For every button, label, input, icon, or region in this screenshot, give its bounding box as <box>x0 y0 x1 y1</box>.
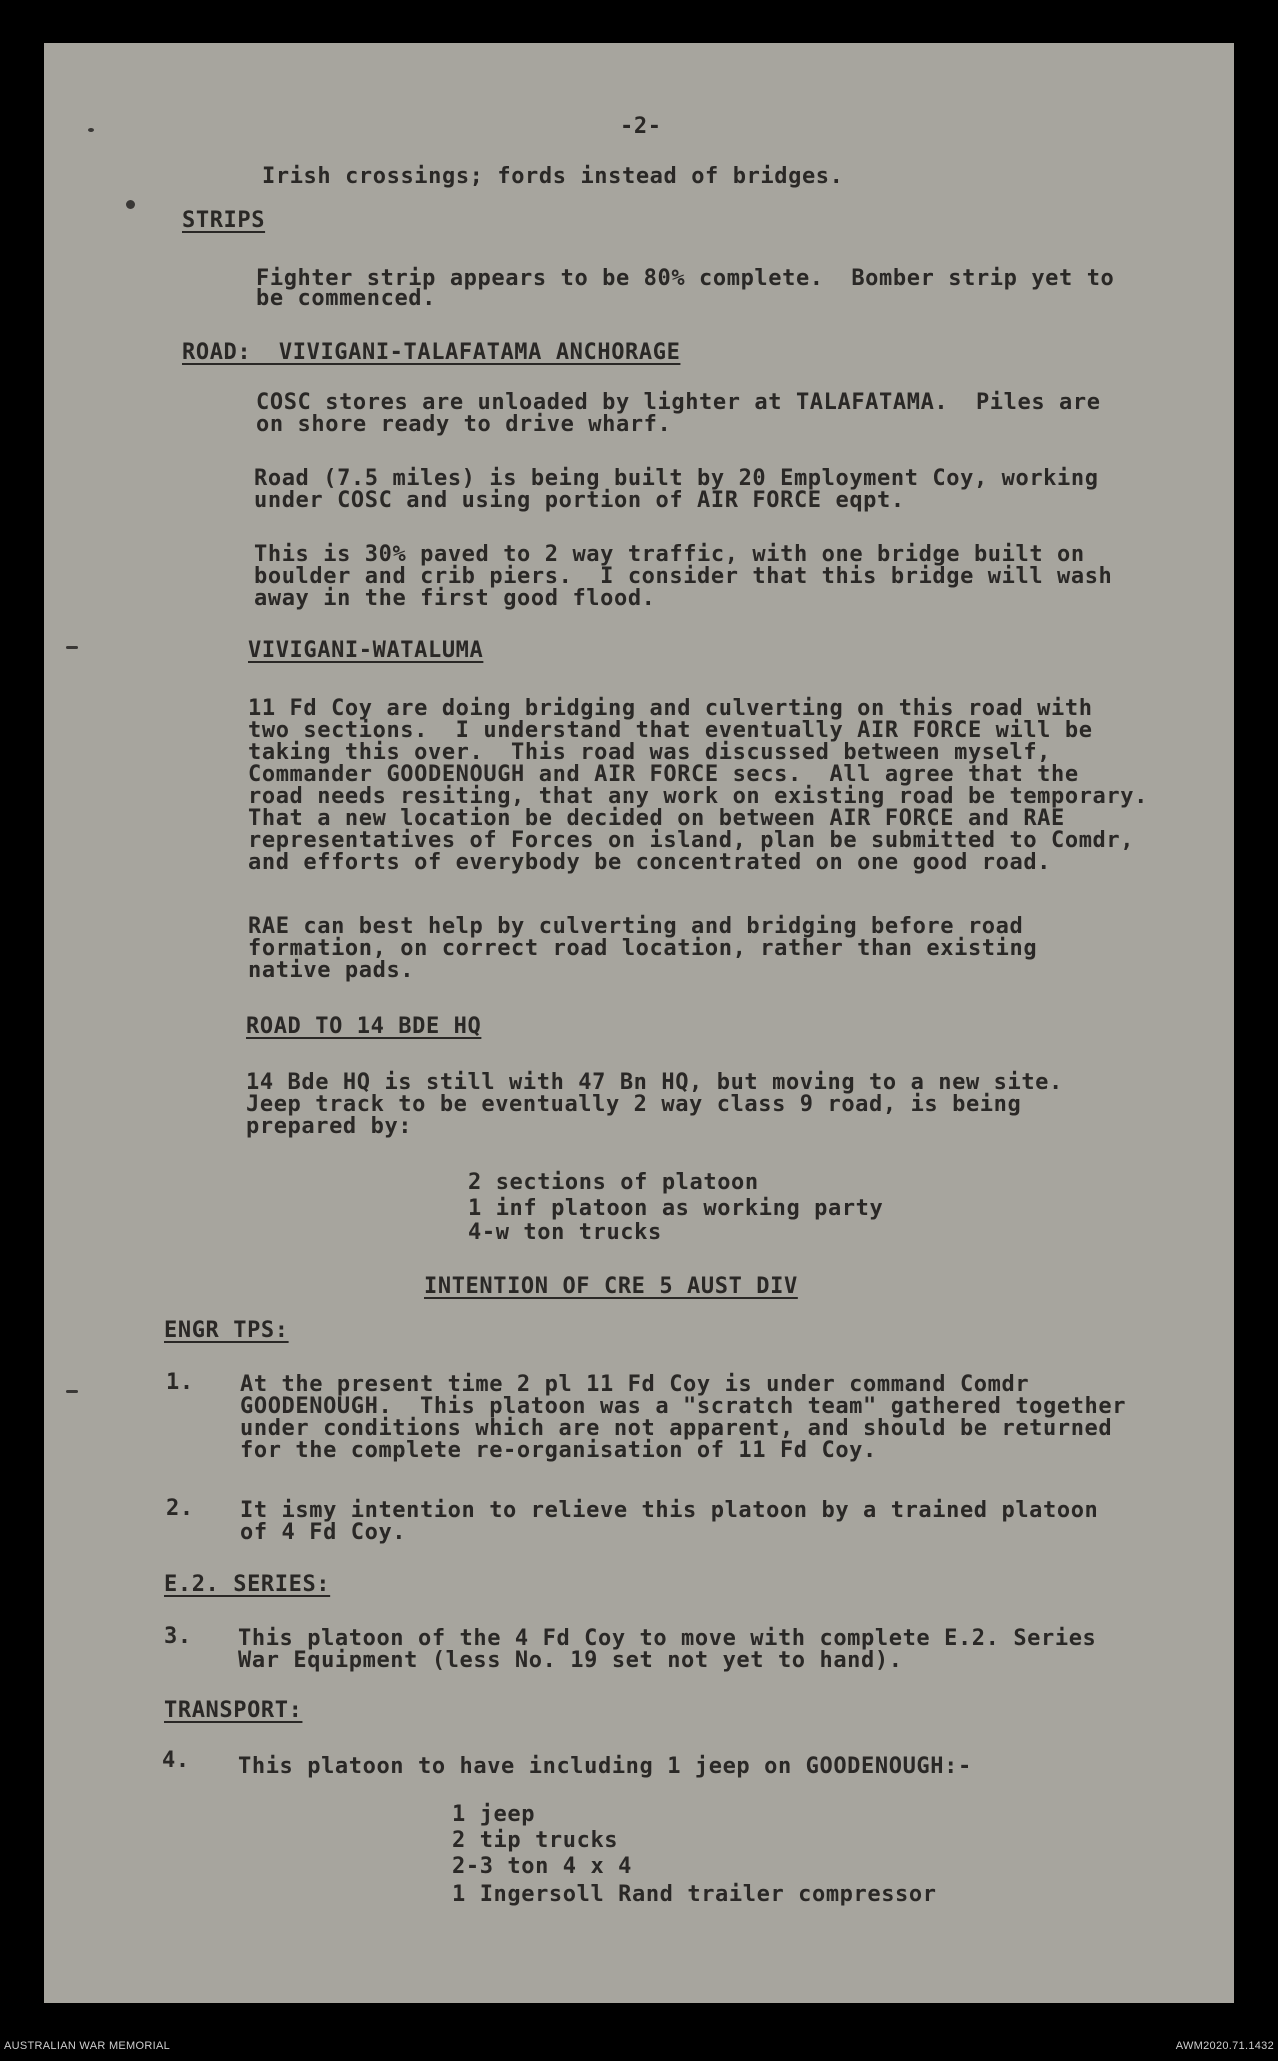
paragraph-line: This platoon to have including 1 jeep on GOODENOUGH:- <box>238 1754 972 1779</box>
paragraph-line: boulder and crib piers. I consider that this bridge will wash <box>254 564 1113 589</box>
paragraph-line: This platoon of the 4 Fd Coy to move with complete E.2. Series <box>238 1626 1097 1651</box>
paragraph-line: COSC stores are unloaded by lighter at TALAFATAMA. Piles are <box>256 390 1101 415</box>
paragraph-line: GOODENOUGH. This platoon was a "scratch team" gathered together <box>240 1394 1127 1419</box>
paragraph-line: representatives of Forces on island, plan be submitted to Comdr, <box>248 828 1135 853</box>
paragraph-line: Road (7.5 miles) is being built by 20 Employment Coy, working <box>254 466 1099 491</box>
paper-mark <box>66 1390 78 1393</box>
item-number: 2. <box>166 1496 194 1521</box>
list-item: 1 Ingersoll Rand trailer compressor <box>452 1882 937 1907</box>
paragraph-line: This is 30% paved to 2 way traffic, with one bridge built on <box>254 542 1085 567</box>
paragraph-line: War Equipment (less No. 19 set not yet to hand). <box>238 1648 903 1673</box>
paragraph-line: It ismy intention to relieve this platoon by a trained platoon <box>240 1498 1099 1523</box>
item-number: 3. <box>164 1624 192 1649</box>
paper-mark <box>126 200 135 209</box>
item-number: 1. <box>166 1370 194 1395</box>
paragraph-line: under conditions which are not apparent, and should be returned <box>240 1416 1113 1441</box>
paragraph-line: That a new location be decided on between AIR FORCE and RAE <box>248 806 1065 831</box>
road-talafatama-heading: ROAD: VIVIGANI-TALAFATAMA ANCHORAGE <box>182 340 681 365</box>
paragraph-line: Commander GOODENOUGH and AIR FORCE secs. All agree that the <box>248 762 1079 787</box>
engr-tps-heading: ENGR TPS: <box>164 1318 289 1343</box>
paragraph-line: away in the first good flood. <box>254 586 656 611</box>
list-item: 4-w ton trucks <box>468 1220 662 1245</box>
road-14-bde-heading: ROAD TO 14 BDE HQ <box>246 1014 482 1039</box>
footer-reference: AWM2020.71.1432 <box>1175 2040 1274 2052</box>
transport-heading: TRANSPORT: <box>164 1698 303 1723</box>
paragraph-line: under COSC and using portion of AIR FORCE eqpt. <box>254 488 905 513</box>
paragraph-line: formation, on correct road location, rather than existing <box>248 936 1038 961</box>
paragraph-line: and efforts of everybody be concentrated on one good road. <box>248 850 1052 875</box>
strips-heading: STRIPS <box>182 208 266 233</box>
footer-credit: AUSTRALIAN WAR MEMORIAL <box>4 2040 171 2052</box>
list-item: 1 jeep <box>452 1802 536 1827</box>
item-number: 4. <box>162 1748 190 1773</box>
list-item: 2 tip trucks <box>452 1828 619 1853</box>
e2-series-heading: E.2. SERIES: <box>164 1572 331 1597</box>
opening-line: Irish crossings; fords instead of bridges. <box>262 164 844 189</box>
paragraph-line: taking this over. This road was discussed between myself, <box>248 740 1052 765</box>
paragraph-line: for the complete re-organisation of 11 Fd Coy. <box>240 1438 877 1463</box>
list-item: 1 inf platoon as working party <box>468 1196 884 1221</box>
paragraph-line: on shore ready to drive wharf. <box>256 412 672 437</box>
paper-mark <box>66 646 78 649</box>
vivigani-wataluma-heading: VIVIGANI-WATALUMA <box>248 638 484 663</box>
paper-mark <box>88 128 94 132</box>
paragraph-line: 14 Bde HQ is still with 47 Bn HQ, but moving to a new site. <box>246 1070 1063 1095</box>
strips-line: be commenced. <box>256 286 436 311</box>
page-number: -2- <box>620 114 662 139</box>
strips-line: Fighter strip appears to be 80% complete. Bomber strip yet to <box>256 266 1115 291</box>
paragraph-line: two sections. I understand that eventually AIR FORCE will be <box>248 718 1093 743</box>
intention-heading: INTENTION OF CRE 5 AUST DIV <box>424 1274 798 1299</box>
paragraph-line: native pads. <box>248 958 415 983</box>
paragraph-line: 11 Fd Coy are doing bridging and culverting on this road with <box>248 696 1093 721</box>
paragraph-line: road needs resiting, that any work on existing road be temporary. <box>248 784 1148 809</box>
list-item: 2-3 ton 4 x 4 <box>452 1854 632 1879</box>
paragraph-line: Jeep track to be eventually 2 way class 9 road, is being <box>246 1092 1022 1117</box>
paragraph-line: RAE can best help by culverting and bridging before road <box>248 914 1024 939</box>
paragraph-line: At the present time 2 pl 11 Fd Coy is under command Comdr <box>240 1372 1030 1397</box>
paragraph-line: prepared by: <box>246 1114 413 1139</box>
paragraph-line: of 4 Fd Coy. <box>240 1520 407 1545</box>
list-item: 2 sections of platoon <box>468 1170 759 1195</box>
